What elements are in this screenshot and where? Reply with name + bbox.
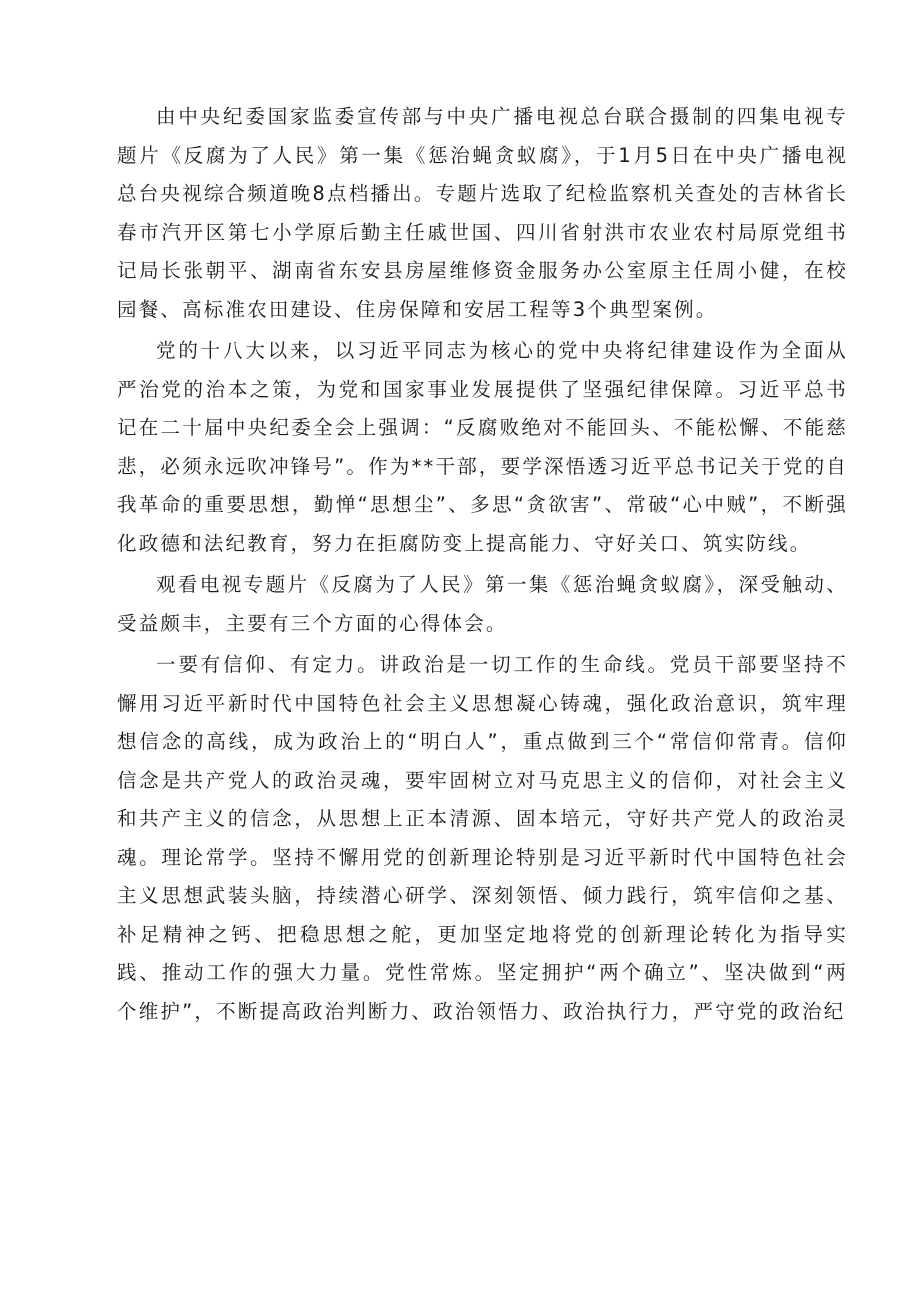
paragraph-intro: 由中央纪委国家监委宣传部与中央广播电视总台联合摄制的四集电视专题片《反腐为了人民》第一集《惩治蝇贪蚁腐》，于1月5日在中央广播电视总台央视综合频道晚8点档播出。专题片选取了纪检监察机关查处的吉林省长春市汽开区第七小学原后勤主任戚世国、四川省射洪市农业农村局原党组书记局长张朝平、湖南省东安县房屋维修资金服务办公室原主任周小健，在校园餐、高标准农田建设、住房保障和安居工程等3个典型案例。: [117, 105, 848, 321]
paragraph-reflection: 观看电视专题片《反腐为了人民》第一集《惩治蝇贪蚁腐》，深受触动、受益颇丰，主要有三个方面的心得体会。: [117, 573, 848, 635]
paragraph-point-one: 一要有信仰、有定力。讲政治是一切工作的生命线。党员干部要坚持不懈用习近平新时代中国特色社会主义思想凝心铸魂，强化政治意识，筑牢理想信念的高线，成为政治上的“明白人”，重点做到三个“常信仰常青。信仰信念是共产党人的政治灵魂，要牢固树立对马克思主义的信仰，对社会主义和共产主义的信念，从思想上正本清源、固本培元，守好共产党人的政治灵魂。理论常学。坚持不懈用党的创新理论特别是习近平新时代中国特色社会主义思想武装头脑，持续潜心研学、深刻领悟、倾力践行，筑牢信仰之基、补足精神之钙、把稳思想之舵，更加坚定地将党的创新理论转化为指导实践、推动工作的强大力量。党性常炼。坚定拥护“两个确立”、坚决做到“两个维护”，不断提高政治判断力、政治领悟力、政治执行力，严守党的政治纪: [117, 653, 848, 1023]
paragraph-discipline: 党的十八大以来，以习近平同志为核心的党中央将纪律建设作为全面从严治党的治本之策，为党和国家事业发展提供了坚强纪律保障。习近平总书记在二十届中央纪委全会上强调：“反腐败绝对不能回头、不能松懈、不能慈悲，必须永远吹冲锋号”。作为**干部，要学深悟透习近平总书记关于党的自我革命的重要思想，勤惮“思想尘”、多思“贪欲害”、常破“心中贼”，不断强化政德和法纪教育，努力在拒腐防变上提高能力、守好关口、筑实防线。: [117, 339, 848, 555]
